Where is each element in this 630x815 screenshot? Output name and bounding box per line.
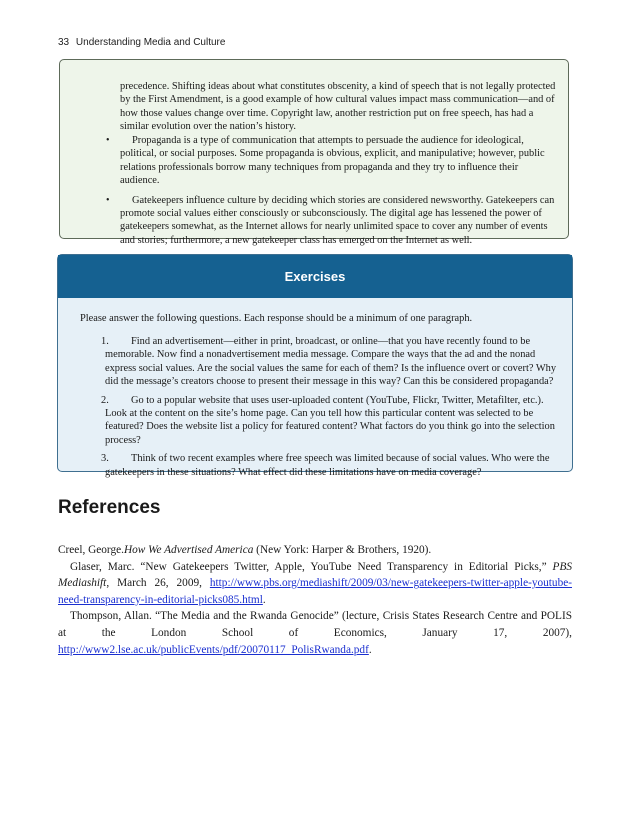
key-takeaways-box <box>59 59 569 246</box>
ref-title-italic: How We Advertised America <box>123 544 254 556</box>
list-item <box>106 134 556 188</box>
takeaway-continued-paragraph: precedence. Shifting ideas about what constitutes obscenity, a kind of speech that is not legally protected by the First Amendment, is a good example of how cultural values impact mass communication—and of how those values change over time. Copyright law, another restriction put on free speech, has had a similar evolution over the nation’s history. <box>120 81 556 133</box>
ref-text: (New York: Harper & Brothers, 1920). <box>253 544 432 556</box>
ref-text: Glaser, Marc. “New Gatekeepers Twitter, Apple, YouTube Need Transparency in Editorial Picks,” <box>70 560 553 573</box>
reference-entry <box>58 559 572 609</box>
bullet-icon: • <box>106 135 110 146</box>
item-number: 1. <box>101 336 109 347</box>
exercises-heading: Exercises <box>58 255 572 298</box>
list-item-text: Think of two recent examples where free speech was limited because of social values. Who were the gatekeepers in these situations? What effect did these limitations have on media coverage? <box>105 453 550 478</box>
running-header <box>58 37 225 48</box>
list-item-text: Propaganda is a type of communication that attempts to persuade the audience for ideological, political, or social purposes. Some propaganda is obvious, explicit, and manipulative; however, public relations professionals borrow many techniques from propaganda and they try to influence their audience. <box>120 135 545 187</box>
page-number: 33 <box>58 37 70 48</box>
exercises-box <box>57 254 573 478</box>
list-item <box>101 452 560 479</box>
ref-text: Thompson, Allan. “The Media and the Rwanda Genocide” (lecture, Crisis States Research Centre and POLIS at the London School of Economics, January 17, 2007), <box>58 610 572 639</box>
book-title: Understanding Media and Culture <box>75 37 226 48</box>
item-number: 2. <box>101 394 109 406</box>
list-item-text: Go to a popular website that uses user-uploaded content (YouTube, Flickr, Twitter, Metafilter, etc.). Look at the content on the site’s home page. Can you tell how this particular content was selected to be featured? Does the website list a policy for featured content? What factors do you think go into the selection process? <box>105 394 555 446</box>
list-item <box>106 194 556 248</box>
exercises-intro: Please answer the following questions. Each response should be a minimum of one paragraph. <box>80 313 473 324</box>
list-item <box>101 394 560 448</box>
bullet-icon: • <box>106 194 110 206</box>
item-number: 3. <box>101 453 109 465</box>
references-heading: References <box>58 497 161 518</box>
reference-link[interactable]: http://www2.lse.ac.uk/publicEvents/pdf/20070117_PolisRwanda.pdf <box>58 643 369 656</box>
references-list <box>58 542 572 658</box>
reference-entry <box>58 608 572 658</box>
takeaway-bullet-list <box>106 134 556 253</box>
reference-link[interactable]: http://www.pbs.org/mediashift/2009/03/new-gatekeepers-twitter-apple-youtube-need-transparency-in-editorial-picks085.html <box>58 577 572 606</box>
exercises-list <box>101 335 560 484</box>
ref-text: . <box>262 593 266 606</box>
ref-text: Creel, George. <box>58 544 124 556</box>
list-item-text: Gatekeepers influence culture by deciding which stories are considered newsworthy. Gatekeepers can promote social values either consciously or subconsciously. The digital age has lessened the power of gatekeepers somewhat, as the Internet allows for nearly unlimited space to cover any number of events and stories; furthermore, a new gatekeeper class has emerged on the Internet as well. <box>120 194 555 246</box>
list-item <box>101 335 560 389</box>
list-item-text: Find an advertisement—either in print, broadcast, or online—that you have recently found to be memorable. Now find a nonadvertisement media message. Compare the ways that the ad and the nonad express social values. Are the social values the same for each of them? Is the influence overt or covert? Why did the message’s creators choose to present their message in this way? Can this be considered propaganda? <box>105 336 557 388</box>
ref-text: . <box>368 643 372 656</box>
reference-entry <box>58 542 572 559</box>
ref-text: , March 26, 2009, <box>106 577 210 590</box>
ref-title-italic: PBS Mediashift <box>58 560 572 590</box>
